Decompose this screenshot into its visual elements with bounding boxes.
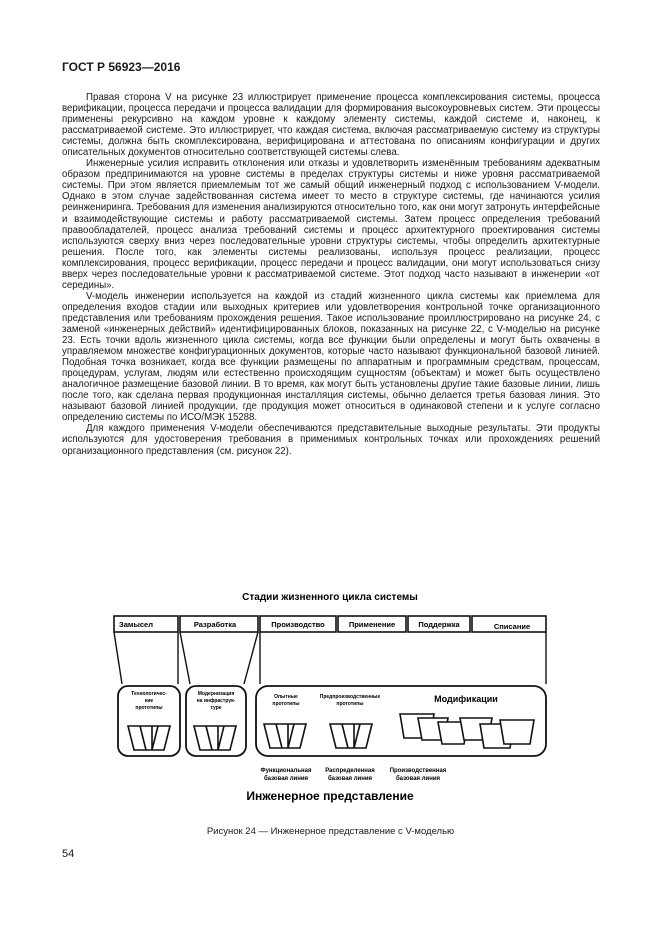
baseline-label: базовая линия — [327, 776, 373, 782]
engineering-view-label: Инженерное представление — [246, 789, 414, 803]
box-label: кие — [144, 698, 154, 704]
baseline-label: Распределенная — [325, 768, 375, 774]
body-text — [62, 92, 600, 457]
baseline-label: Функциональная — [260, 768, 312, 774]
box-label: на инфраструк- — [196, 698, 236, 704]
box-label: Предпроизводственные — [319, 694, 381, 700]
box-label: туре — [210, 705, 222, 711]
stage-connectors — [114, 632, 546, 684]
stage-label: Производство — [271, 620, 325, 629]
modification-label: Модификации — [434, 694, 498, 704]
stage-label: Замысел — [119, 620, 153, 629]
paragraph: Для каждого применения V-модели обеспечиваются представительные выходные результаты. Эти продукты используются для удостоверения требования в применимых контрольных точках или прохождениях решений организационного представления (см. рисунок 22). — [62, 423, 600, 457]
stage-label: Применение — [348, 620, 396, 629]
paragraph: V-модель инженерии используется на каждой из стадий жизненного цикла системы как приемлема для определения входов стадии или выходных критериев или удовлетворения контрольной точке организационного представления или требованиям прохождения решения. Такое использование проиллюстрировано на рисунке 24, с заменой «инженерных действий» идентифицированных блоков, показанных на рисунке 22, с V-моделью на рисунке 23. Есть точки вдоль жизненного цикла системы, когда все функции были определены и могут быть охвачены в управляемом множестве конфигурационных документов, которые часто называют функциональной базовой линией. Подобная точка возникает, когда все функции размещены по аппаратным и программным средствам, процессам, процедурам, услугам, людям или естественно происходящим сущностям (объектам) и может быть осуществлено аналогичное размещение базовой линии. В то время, как могут быть установлены другие такие базовые линии, лишь после того, как сделана первая продукционная инсталляция системы, обычно делается третья базовая линия. Это называют базовой линией продукции, где продукция может относиться в одинаковой степени и к услуге согласно определению системы по ИСО/МЭК 15288. — [62, 290, 600, 424]
baseline-label: базовая линия — [263, 776, 309, 782]
figure-title: Стадии жизненного цикла системы — [242, 592, 418, 603]
box-label: Технологичес- — [131, 691, 167, 697]
stage-label: Разработка — [193, 620, 237, 629]
page-number: 54 — [62, 848, 75, 860]
box-label: прототипы — [272, 701, 300, 707]
baseline-label: базовая линия — [395, 776, 441, 782]
box-label: Модернизация — [197, 691, 235, 697]
paragraph: Инженерные усилия исправить отклонения или отказы и удовлетворить изменённым требованиям адекватным образом предпринимаются на уровне системы в пределах структуры системы и ниже уровня рассматриваемой системы. При этом является приемлемым тот же самый общий инженерный подход с использованием V-модели. Однако в этом случае задействованная система имеет то место в структуре системы, где начинаются усилия реинжениринга. Требования для изменения анализируются относительно того, как они могут затронуть интерфейсные и взаимодействующие системы и работу рассматриваемой системы. Затем процесс определения требований правообладателей, процесс анализа требований системы и процесс архитектурного проектирования системы используются сверху вниз через последовательные уровни структуры системы, чтобы определить архитектурные решения. После того, как элементы системы реализованы, используя процесс реализации, процесс комплексирования, процесс верификации, процесс передачи и процесс валидации, они могут использоваться снизу вверх через последовательные уровни к рассматриваемой системе. Этот подход часто называют в инженерии «от середины». — [62, 158, 600, 291]
baseline-label: Производственная — [389, 768, 447, 774]
figure-diagram — [100, 588, 560, 818]
stage-label: Поддержка — [418, 620, 460, 629]
document-header: ГОСТ Р 56923—2016 — [62, 60, 181, 74]
figure-24 — [100, 588, 560, 818]
box-label: прототипы — [135, 705, 163, 711]
paragraph: Правая сторона V на рисунке 23 иллюстрирует применение процесса комплексирования системы, процесса верификации, процесса передачи и процесса валидации для формирования высокоуровневых систем. Эти процессы применены рекурсивно на каждом уровне к каждому элементу системы, каждой системе и, наконец, к рассматриваемой системе. Это иллюстрирует, что каждая система, включая рассматриваемую систему из структуры системы, должна быть скомплексирована, верифицирована и аттестована по описаниям конфигурации и других описательных документов относительно соответствующей системы слева. — [62, 92, 600, 159]
figure-caption: Рисунок 24 — Инженерное представление с V-моделью — [206, 826, 455, 837]
stage-label: Списание — [493, 622, 531, 631]
box-label: прототипы — [336, 701, 364, 707]
box-label: Опытные — [274, 694, 298, 700]
